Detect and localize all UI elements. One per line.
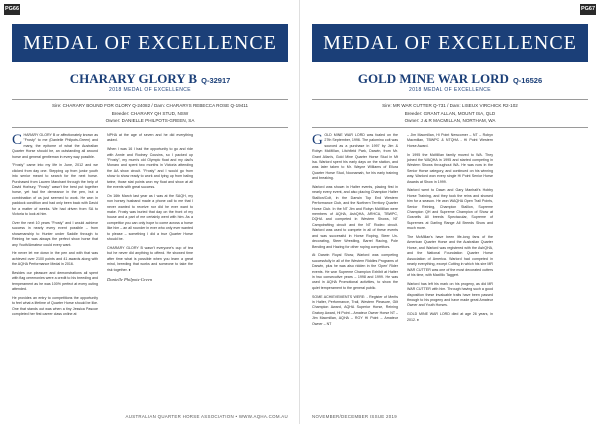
banner-title: MEDAL OF EXCELLENCE — [23, 32, 277, 54]
article-paragraph: GOLD MINE WAR LORD died at age 26 years, in 2012. ♦ — [407, 312, 493, 322]
horse-heading — [312, 70, 588, 88]
article-paragraph: NPHA at the age of seven and he did everything asked. — [107, 133, 193, 143]
article-paragraph: At Darwin Royal Show, Warlord was competing successfully in all of the Western Riddles Programs of Darwin, plus he was also ridden in the 'Open' Rider events. He won Supreme Champion Exhibit at Halter in two consecutive years – 1998 and 1999. He was used in AQHA Promotional activities, to show the quiet temperament to the general public. — [312, 253, 398, 290]
article-paragraph: "Frosty" came into my life in June, 2012 and we clicked from day one. Stepping up from junior youth into senior meant to search for the next horse. Purchased from Lauren Marchant through the help of David Horbury, "Frosty" wasn't the best put together horse, yet had the demeanor in the pen, but a combination of us just seemed to work. He won in paddock condition and had only been back with David for a matter of weeks. We had driven from SA to Victoria to look at him. — [12, 163, 98, 217]
divider — [312, 99, 588, 100]
article-paragraph: Over the next 10 years "Frosty" and I would achieve success in nearly every event possible – from showmanship to Hunter under Saddle through to Reining he was always the perfect show horse that any Youth/Amateur could every want. — [12, 220, 98, 247]
section-banner — [312, 24, 588, 62]
article-paragraph: CHARARY GLORY B or affectionately known as "Frosty" to me (Danielle Philpots-Green) and many, the epitome of what the Australian Quarter Horse should be, an outstanding all around horse and general gentleman in every way possible. — [12, 131, 98, 159]
breeder-line: Breeder: GRANT ALLAN, MOUNT ISA, QLD — [404, 111, 496, 116]
article-columns — [12, 133, 288, 403]
page-footer: AUSTRALIAN QUARTER HORSE ASSOCIATION • WWW.AQHA.COM.AU — [125, 414, 288, 419]
horse-name: GOLD MINE WAR LORD — [357, 71, 509, 86]
article-column-3 — [202, 133, 288, 403]
owner-line: Owner: DANIELLE PHILPOTS-GREEN, SA — [105, 118, 195, 123]
article-paragraph: He provides an entry to competitions the opportunity to feel what a lifetime of Quarter Horse should be like. One that stands out was when a tiny Jessica Pascoe completed her first career class online at — [12, 295, 98, 317]
article-paragraph: Besides our pleasure and demonstrations all spent with flag ceremonies were a credit to his breeding and temperament as he was 100% perfect at every outing attended. — [12, 270, 98, 292]
article-paragraph: Warlord went to Dawn and Gary Manhalt's Hobby Horse Training, and they took the reins and showed him for a season. He won WAQHA Open Trail Points, Senior Reining, Champion Stallion, Supreme Champion QH and Supreme Champion of Show at Gosnells All breeds Spectacular, Supreme of Supremes at Darling Range All Breeds Show and much more. — [407, 188, 493, 231]
article-column-3 — [502, 133, 588, 403]
article-paragraph: On 16th March last year as I was at the SAQH, my non horsey husband made a phone call to me that I never wanted to receive nor did he ever want to make. Frosty was buried that day on the front of my house and a part of me certainly went with him. As a competitor you can only hope to come across a horse like him – an all rounder in ever who only ever wanted to please – something I did a true Quarter Horse should be. — [107, 193, 193, 242]
drop-cap: G — [312, 131, 323, 148]
article-paragraph: He never let me down in the pen and with that was achieved over 2100 points and 41 awards along with the AQHA Performance Medal in 2016. — [12, 251, 98, 267]
article-paragraph: The McMillan's have been life-long fans of the American Quarter Horse and the Australian Quarter Horse, and Warlord was registered with the AshQHA, and the National Foundation Quarter Horse Association of America. Warlord had competed in nearly everything, except Cutting in which his sire MR WAR CUTTER was one of the most decorated cutters of his time, with MaxMic Taggert. — [407, 235, 493, 277]
article-paragraph: GOLD MINE WAR LORD was foaled on the 27th September, 1996. The palomino colt was sourced as a purchase in 1997 by Jim & Robyn McMillan, Litchfield Park, Darwin, from Mr. Grant Allan's, Gold Mine Quarter Horse Stud in Mt Isa. Warlord spent his early days on the station, and was later taken to Mr. Wayne Williams of Ellura Quarter Horse Stud, Noonamah, for his early training and breaking. — [312, 131, 398, 181]
article-paragraph: When I was 16 I had the opportunity to go and ride with Annie and Rodney Cousins, so I packed up "Frosty", my mum's old Olympic float and my dad's Monaro and spent two months in Victoria attending the AA show circuit. "Frosty" and I would go from show to show ready to work and tying up from baling twine, those stat points won my float and show at all the events with great success. — [107, 147, 193, 190]
drop-cap: C — [12, 131, 23, 148]
divider — [12, 99, 288, 100]
banner-title: MEDAL OF EXCELLENCE — [323, 32, 577, 54]
article-paragraph: Warlord has left his mark on his progeny, as did MR WAR CUTTER with him. Through having such a good disposition these invaluable traits have been passed through to his progeny and have made great Amateur Owner and Youth Horses. — [407, 281, 493, 308]
article-columns — [312, 133, 588, 403]
divider — [12, 127, 288, 128]
medal-year: 2018 MEDAL OF EXCELLENCE — [409, 87, 491, 93]
article-paragraph: SOME ACHIEVEMENTS WERE: - Register of Merits in Halter, Performance, Trail, Western Pleasure, Gilt Champion Award, AQHA Superior Horse, Reining Gratory Award, Hi Point – Amateur Owner Horse NT – Jim Macmillan, AQHA – ROY Hi Point – Amateur Owner – NT — [312, 294, 398, 326]
page-number: PG66 — [4, 4, 20, 15]
owner-line: Owner: J & R MACMILLAN, NORTHAM, WA — [404, 118, 496, 123]
sire-dam-line: Sire: MR WAR CUTTER Q-731 / Dam: LISEUX VIRCHICK R2-102 — [382, 103, 518, 108]
horse-heading — [12, 70, 288, 88]
article-column-2 — [107, 133, 193, 403]
horse-id: Q-16526 — [512, 76, 543, 85]
section-banner — [12, 24, 288, 62]
article-paragraph: – Jim Macmillan, Hi Point Newcomer – NT – Robyn Macmillan, TBWPC & NTQHA - Hi Point Western Horse Award. — [407, 133, 493, 148]
article-column-2 — [407, 133, 493, 403]
medal-year: 2018 MEDAL OF EXCELLENCE — [109, 87, 191, 93]
sire-dam-line: Sire: CHARARY BOUND FOR GLORY Q-24082 / Dam: CHARARYS REBECCA ROSE Q-19411 — [51, 103, 249, 108]
article-paragraph: CHARARY GLORY B wasn't everyone's cup of tea but he never did anything to offend. He showed time after time what is possible when you learn a great mind, breeding that works and someone to take the risk together. ♦ — [107, 245, 193, 272]
article-column-1 — [12, 133, 98, 403]
horse-id: Q-32917 — [201, 76, 231, 85]
article-paragraph: Warlord was shown in Halter events, placing first in nearly every event, and also placing Champion Halter Stallion/Colt, in the Darwin Top End Western Performance Club, and the Northern Territory Quarter Horse Club. In the NT Jim and Robyn McMillan were members of AQHA, AshQHA, ARHCA, TBWPC, DQHA and competed in Western Shows, NT Campdrafting circuit and the NT Rodeo circuit. Warlord was used to compete in all of these events and was successful in Horse Roping, Steer Un-decorating, Steer Wrestling, Barrel Racing, Pole Bending and Hazing for other roping competitors. — [312, 185, 398, 249]
right-page — [300, 0, 600, 424]
author-signature: Danielle Philpots-Green — [107, 276, 153, 282]
page-footer: NOVEMBER/DECEMBER ISSUE 2019 — [312, 414, 398, 419]
horse-name: CHARARY GLORY B — [69, 71, 198, 86]
article-column-1 — [312, 133, 398, 403]
breeder-line: Breeder: CHARARY QH STUD, NSW — [111, 111, 189, 116]
page-number: PG67 — [580, 4, 596, 15]
divider — [312, 127, 588, 128]
article-paragraph: In 1995 the McMillan family moved to WA. They joined the WAQHA in 1995 and started competing in Western Shows throughout WA. He was now in the Senior Horse category, and continued on his winning way. Warlord won every single Hi Point Senior Horse Awards at Show in 1999. — [407, 152, 493, 184]
